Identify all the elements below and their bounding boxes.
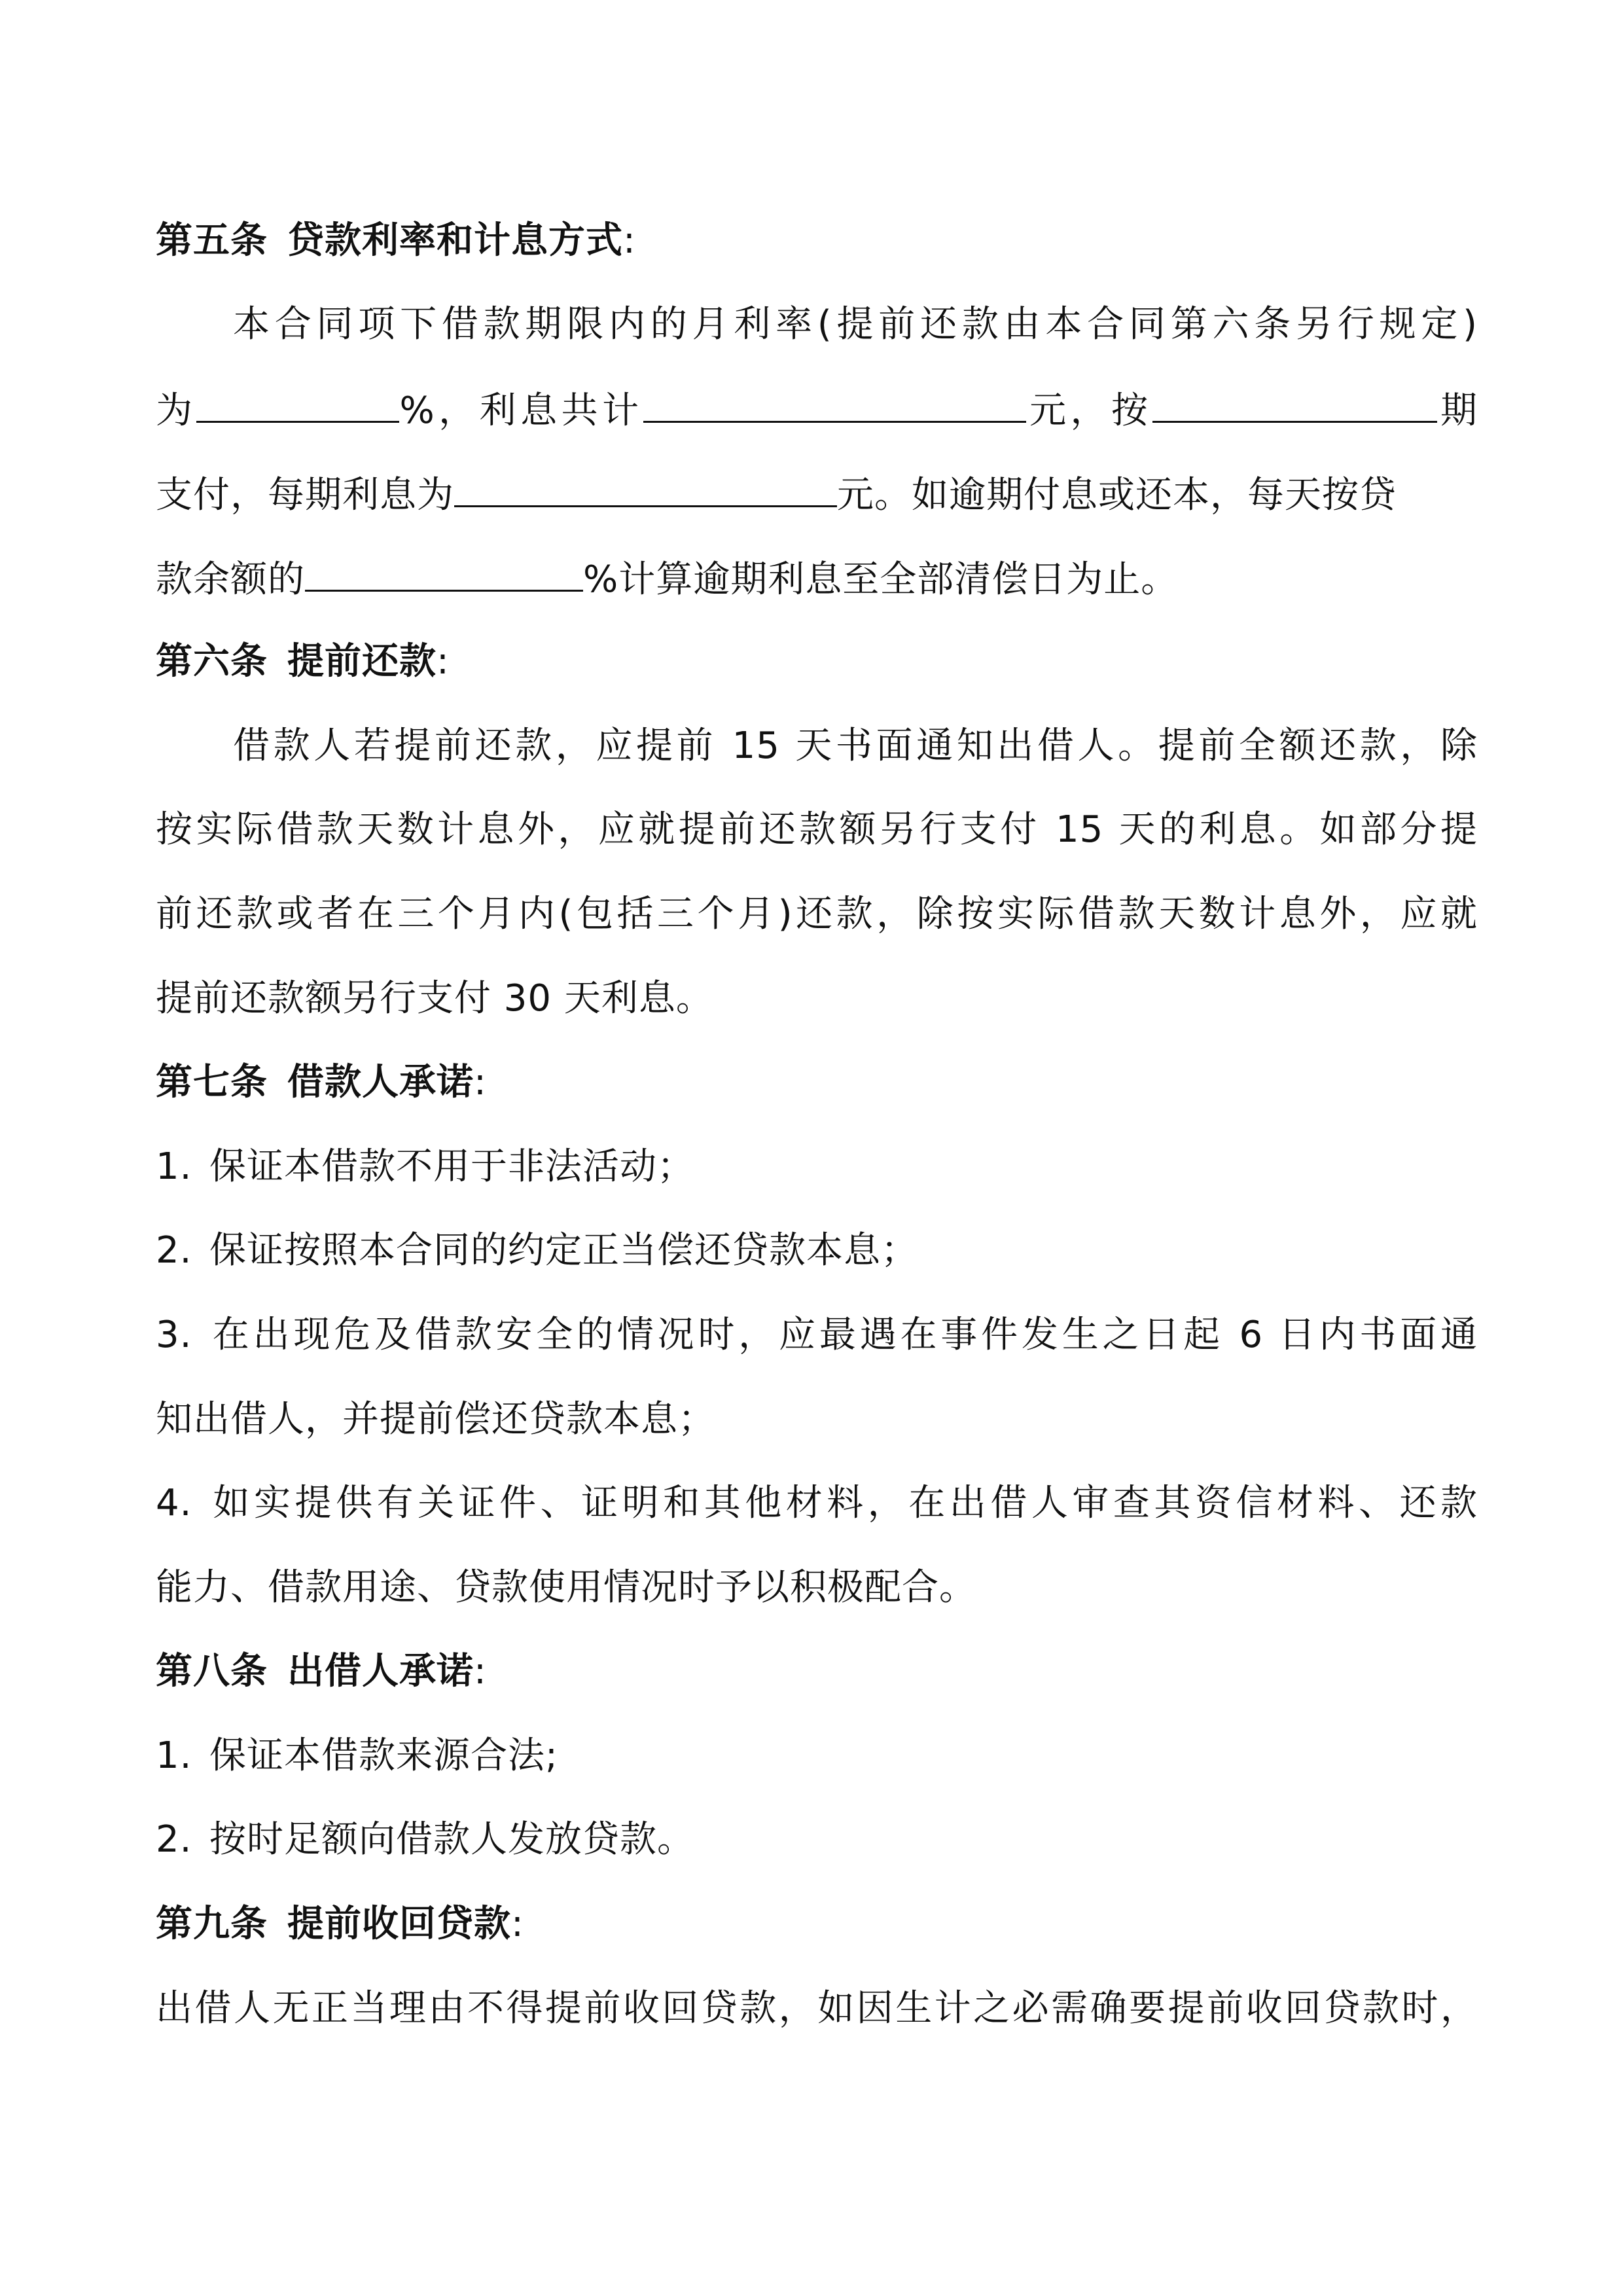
article-5-title: 贷款利率和计息方式: [287, 219, 623, 262]
list-item: [156, 1730, 1478, 1782]
text-segment: 元，按: [1026, 389, 1152, 432]
per-period-interest-blank: [454, 467, 837, 507]
list-item-number: 2.: [156, 1818, 192, 1861]
article-6-line-2: 按实际借款天数计息外，应就提前还款额另行支付 15 天的利息。如部分提: [156, 808, 1478, 851]
list-item-number: 1.: [156, 1145, 192, 1188]
text-segment: 款余额的: [156, 558, 305, 601]
article-9-label: 第九条: [156, 1903, 268, 1945]
text-segment: 元。如逾期付息或还本，每天按贷: [837, 474, 1397, 516]
list-item: [156, 1141, 1478, 1193]
list-item-text: 在出现危及借款安全的情况时，应最遇在事件发生之日起 6 日内书面通: [209, 1314, 1478, 1356]
overdue-rate-blank: [305, 552, 583, 592]
list-item-number: 2.: [156, 1229, 192, 1272]
article-6-line-1: 借款人若提前还款，应提前 15 天书面通知出借人。提前全额还款，除: [233, 725, 1478, 767]
article-5-colon: :: [623, 219, 636, 262]
article-5-heading: [156, 215, 1478, 267]
article-5-line-2: [156, 383, 1478, 435]
text-segment: %计算逾期利息至全部清偿日为止。: [583, 558, 1179, 601]
list-item-continuation: 能力、借款用途、贷款使用情况时予以积极配合。: [156, 1566, 976, 1609]
list-item: [156, 1309, 1478, 1361]
monthly-rate-blank: [196, 383, 399, 423]
list-item: [156, 1225, 1478, 1277]
list-item-text: 保证本借款来源合法;: [209, 1734, 558, 1777]
article-8-label: 第八条: [156, 1650, 268, 1693]
article-7-label: 第七条: [156, 1061, 268, 1103]
article-9-title: 提前收回贷款: [287, 1903, 511, 1945]
article-6-line-4: 提前还款额另行支付 30 天利息。: [156, 977, 713, 1020]
article-9-line-1: 出借人无正当理由不得提前收回贷款，如因生计之必需确要提前收回贷款时，: [156, 1987, 1478, 2030]
article-6-heading: [156, 636, 1478, 688]
total-interest-blank: [643, 383, 1026, 423]
article-7-colon: :: [474, 1061, 487, 1103]
article-5-line-1: 本合同项下借款期限内的月利率(提前还款由本合同第六条另行规定): [233, 303, 1478, 346]
list-item-number: 1.: [156, 1734, 192, 1777]
list-item-continuation: 知出借人，并提前偿还贷款本息；: [156, 1398, 715, 1441]
article-5-line-4: [156, 552, 1478, 604]
article-6-colon: :: [437, 640, 450, 683]
article-8-title: 出借人承诺: [287, 1650, 474, 1693]
list-item-text: 按时足额向借款人发放贷款。: [209, 1818, 694, 1861]
list-item-text: 保证本借款不用于非法活动；: [209, 1145, 694, 1188]
text-segment: %，利息共计: [399, 389, 643, 432]
text-segment: 支付，每期利息为: [156, 474, 454, 516]
article-6-title: 提前还款: [287, 640, 437, 683]
article-5-line-3: [156, 467, 1478, 520]
article-7-heading: [156, 1056, 1478, 1109]
text-segment: 为: [156, 389, 197, 432]
list-item: [156, 1814, 1478, 1866]
article-8-colon: :: [474, 1650, 487, 1693]
article-8-heading: [156, 1645, 1478, 1698]
article-6-label: 第六条: [156, 640, 268, 683]
text-segment: 期: [1436, 389, 1478, 432]
article-9-heading: [156, 1898, 1478, 1950]
article-6-line-3: 前还款或者在三个月内(包括三个月)还款，除按实际借款天数计息外，应就: [156, 893, 1478, 935]
list-item-number: 4.: [156, 1482, 192, 1524]
article-5-label: 第五条: [156, 219, 268, 262]
article-7-title: 借款人承诺: [287, 1061, 474, 1103]
list-item: [156, 1477, 1478, 1530]
period-count-blank: [1152, 383, 1437, 423]
list-item-text: 保证按照本合同的约定正当偿还贷款本息；: [209, 1229, 918, 1272]
list-item-text: 如实提供有关证件、证明和其他材料，在出借人审查其资信材料、还款: [209, 1482, 1478, 1524]
article-9-colon: :: [511, 1903, 524, 1945]
list-item-number: 3.: [156, 1314, 192, 1356]
